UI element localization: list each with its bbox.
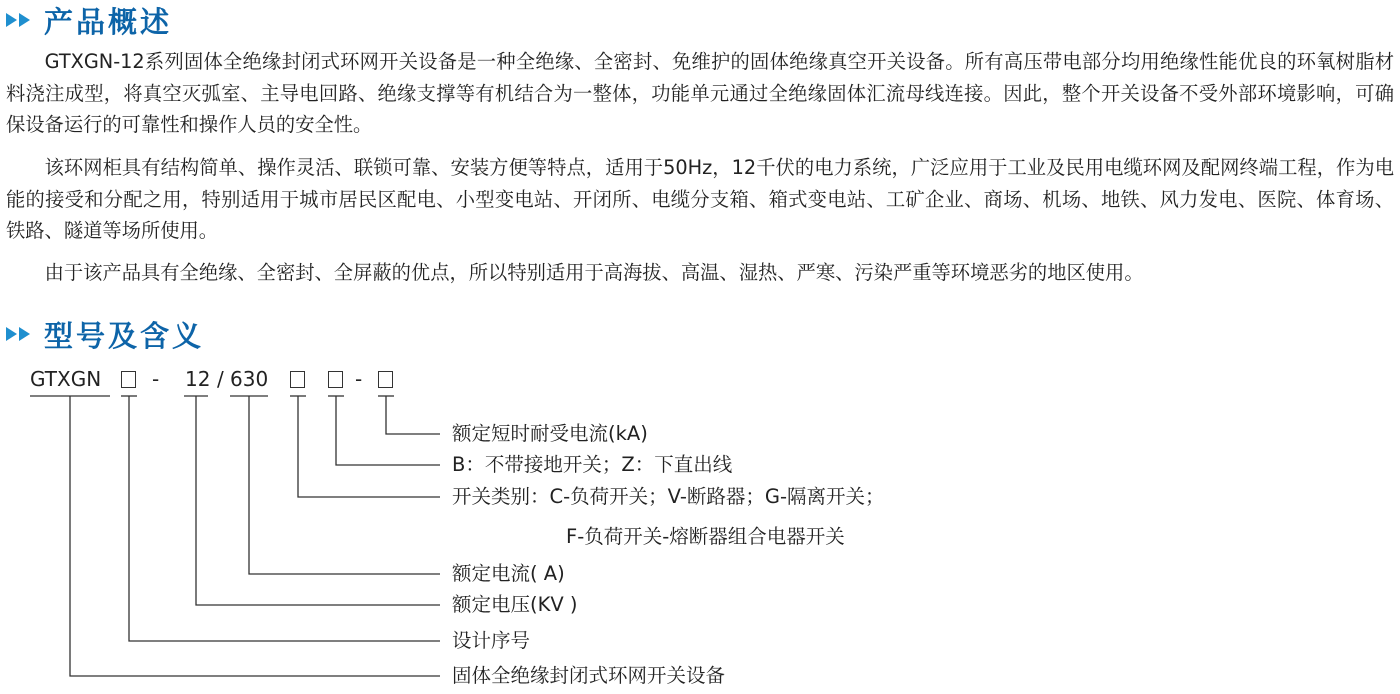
overview-paragraph-3: 由于该产品具有全绝缘、全密封、全屏蔽的优点，所以特别适用于高海拔、高温、湿热、严寒、污染严重等环境恶劣的地区使用。 [44, 261, 1144, 284]
leader-short-time-current [386, 396, 440, 434]
leader-switch-type [298, 396, 440, 497]
desc-short-time-current: 额定短时耐受电流(kA) [452, 422, 648, 445]
leader-earthing [336, 396, 440, 465]
model-slash: / [217, 367, 224, 391]
overview-paragraph-1: GTXGN-12系列固体全绝缘封闭式环网开关设备是一种全绝缘、全密封、免维护的固体绝缘真空开关设备。所有高压带电部分均用绝缘性能优良的环氧树脂材料浇注成型，将真空灭弧室、主导电回路、绝缘支撑等有机结合为一整体，功能单元通过全绝缘固体汇流母线连接。因此，整个开关设备不受外部环境影响，可确保设备运行的可靠性和操作人员的安全性。 [6, 50, 1394, 136]
desc-rated-voltage: 额定电压(KV ) [452, 593, 578, 616]
model-prefix: GTXGN [30, 367, 102, 391]
desc-rated-current: 额定电流( A) [452, 562, 565, 585]
desc-switch-type-fuse: F-负荷开关-熔断器组合电器开关 [566, 525, 845, 548]
leader-design-serial [129, 396, 440, 641]
desc-switch-type: 开关类别：C-负荷开关；V-断路器；G-隔离开关； [452, 485, 885, 508]
model-dash: - [152, 367, 160, 391]
model-title: 型号及含义 [44, 318, 205, 353]
model-current: 630 [230, 367, 269, 391]
leader-product-name [70, 396, 440, 676]
overview-title: 产品概述 [44, 4, 173, 39]
desc-product-name: 固体全绝缘封闭式环网开关设备 [452, 664, 726, 687]
desc-earthing-option: B：不带接地开关；Z：下直出线 [452, 453, 733, 476]
model-voltage: 12 [185, 367, 211, 391]
model-dash-2: - [355, 367, 363, 391]
desc-design-serial: 设计序号 [452, 629, 531, 652]
overview-paragraph-2: 该环网柜具有结构简单、操作灵活、联锁可靠、安装方便等特点，适用于50Hz，12千伏的电力系统，广泛应用于工业及民用电缆环网及配网终端工程，作为电能的接受和分配之用，特别适用于城市居民区配电、小型变电站、开闭所、电缆分支箱、箱式变电站、工矿企业、商场、机场、地铁、风力发电、医院、体育场、铁路、隧道等场所使用。 [6, 156, 1394, 242]
leader-rated-current [249, 396, 440, 574]
